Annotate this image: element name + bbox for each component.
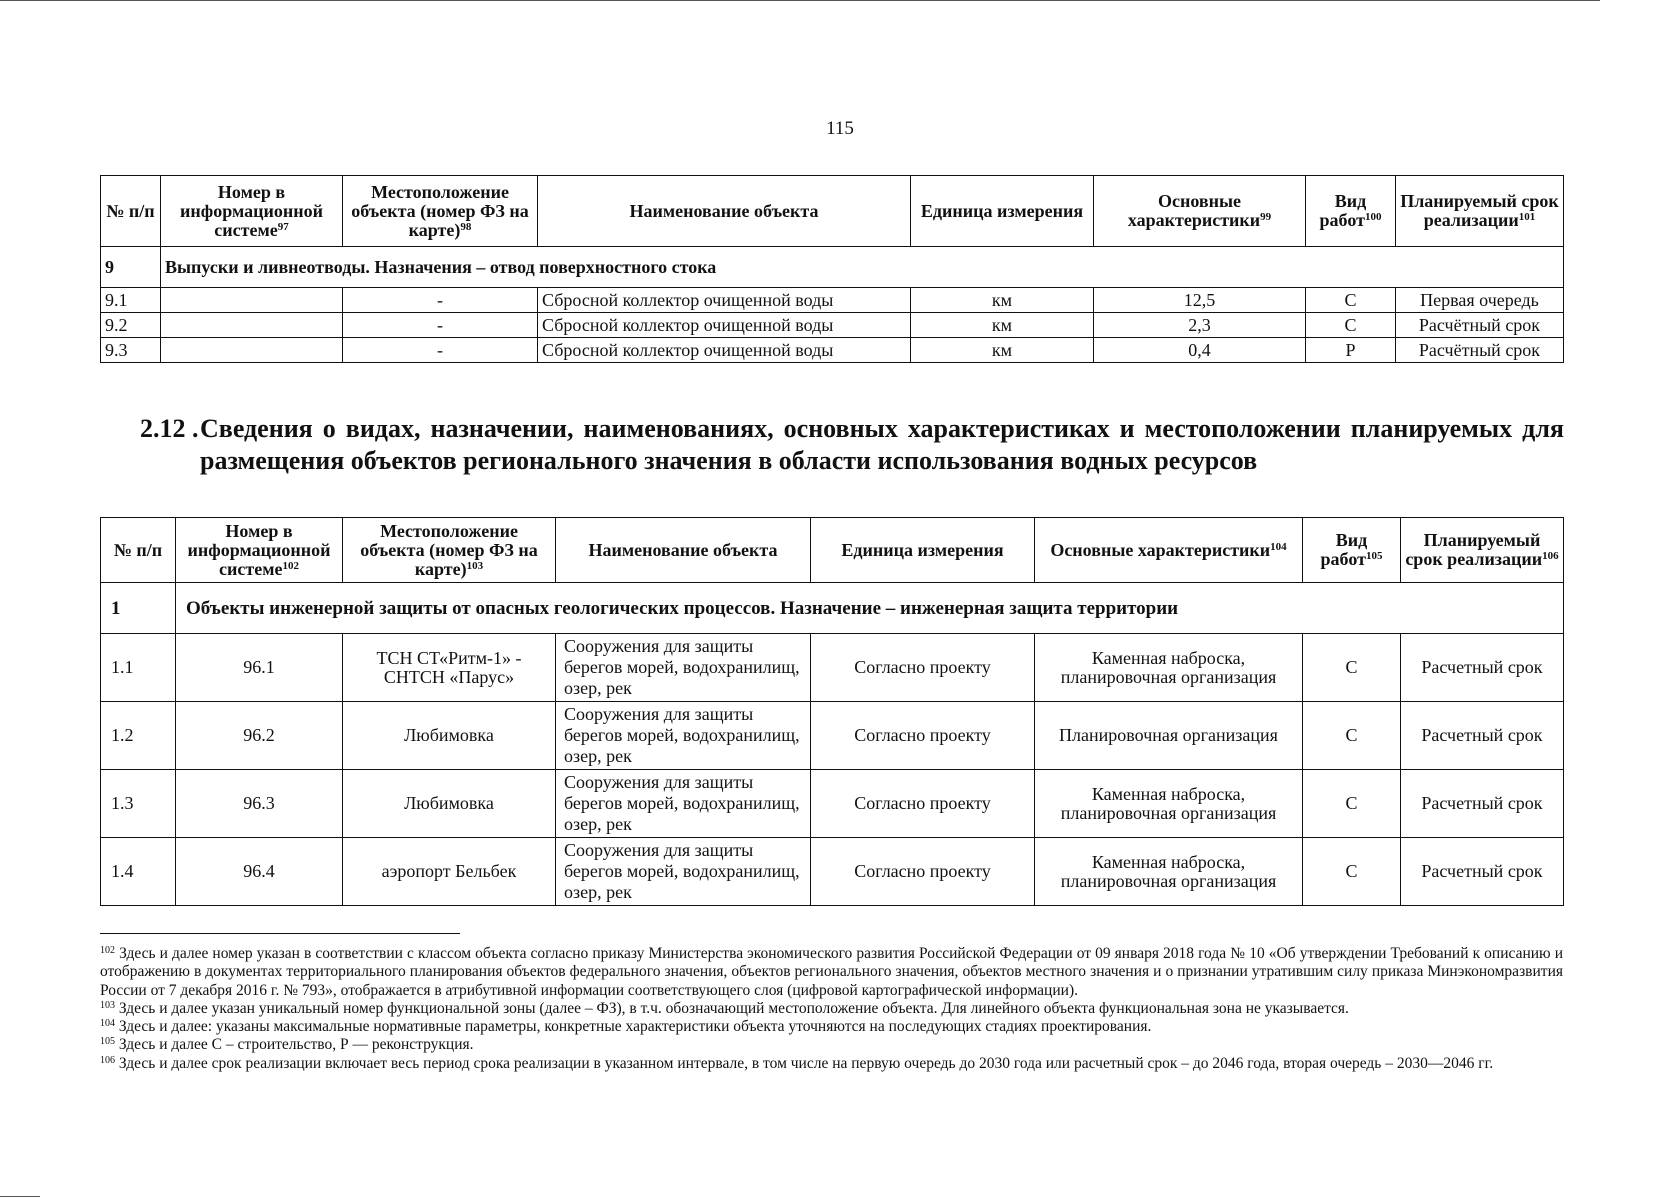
header-unit: Единица измерения [811,518,1035,583]
table-row [101,770,1564,838]
footnote: $^{104}$ Здесь и далее: указаны максимальные нормативные параметры, конкретные характеристики объекта уточняются на последующих стадиях проектирования. [100,1018,1152,1036]
header-location: Местоположение объекта (номер ФЗ на карте)$^{98}$ [343,176,538,247]
cell-work-type: С [1303,770,1401,838]
cell-period: Расчетный срок [1401,634,1564,702]
header-characteristics: Основные характеристики$^{99}$ [1094,176,1306,247]
cell-name: Сооружения для защиты берегов морей, водохранилищ, озер, рек [556,838,811,906]
cell-num: 1.2 [101,702,176,770]
header-unit: Единица измерения [911,176,1094,247]
header-work-type: Вид работ$^{100}$ [1306,176,1396,247]
cell-unit: км [911,313,1094,338]
header-num: № п/п [101,176,161,247]
cell-characteristics: Планировочная организация [1035,702,1303,770]
cell-characteristics: Каменная наброска, планировочная организация [1035,838,1303,906]
cell-unit: Согласно проекту [811,838,1035,906]
cell-info [161,313,343,338]
cell-work-type: С [1303,634,1401,702]
cell-period: Расчётный срок [1396,338,1564,363]
cell-info [161,288,343,313]
cell-info: 96.2 [176,702,343,770]
cell-location: - [343,288,538,313]
cell-num: 9.1 [101,288,161,313]
table-row [101,313,1564,338]
scan-edge-bottom-left [0,1196,40,1197]
group-title: Выпуски и ливнеотводы. Назначения – отвод поверхностного стока [161,247,1564,288]
cell-location: аэропорт Бельбек [343,838,556,906]
cell-characteristics: 12,5 [1094,288,1306,313]
cell-unit: Согласно проекту [811,634,1035,702]
cell-num: 1.3 [101,770,176,838]
cell-period: Первая очередь [1396,288,1564,313]
footnote: $^{106}$ Здесь и далее срок реализации включает весь период срока реализации в указанном интервале, в том числе на первую очередь до 2030 года или расчетный срок – до 2046 года, вторая очередь – 2030—2046 гг. [100,1054,1494,1072]
table-row [101,634,1564,702]
header-work-type: Вид работ$^{105}$ [1303,518,1401,583]
table-group-row [101,583,1564,634]
table-group-row [101,247,1564,288]
cell-name: Сбросной коллектор очищенной воды [538,288,911,313]
header-info-system: Номер в информационной системе$^{97}$ [161,176,343,247]
table-row [101,702,1564,770]
footnotes [100,945,1563,1073]
cell-work-type: С [1306,313,1396,338]
group-num: 9 [101,247,161,288]
cell-num: 1.4 [101,838,176,906]
cell-location: Любимовка [343,702,556,770]
table-row [101,338,1564,363]
header-period: Планируемый срок реализации$^{101}$ [1396,176,1564,247]
cell-num: 9.2 [101,313,161,338]
section-number: 2.12 . [140,414,199,443]
cell-name: Сбросной коллектор очищенной воды [538,313,911,338]
header-period: Планируемый срок реализации$^{106}$ [1401,518,1564,583]
cell-period: Расчетный срок [1401,770,1564,838]
cell-info: 96.4 [176,838,343,906]
cell-location: ТСН СТ«Ритм-1» - СНТСН «Парус» [343,634,556,702]
header-location: Местоположение объекта (номер ФЗ на карте)$^{103}$ [343,518,556,583]
table-row [101,288,1564,313]
table-regional-water-objects [100,517,1564,906]
footnote: $^{105}$ Здесь и далее С – строительство, Р — реконструкция. [100,1036,474,1054]
footnote: $^{102}$ Здесь и далее номер указан в соответствии с классом объекта согласно приказу Министерства экономического развития Российской Федерации от 09 января 2018 года № 10 «Об утверждении Требований к описанию и отображению в документах территориального планирования объектов федерального значения, объектов регионального значения, объектов местного значения и о признании утратившим силу приказа Минэкономразвития России от 7 декабря 2016 г. № 793», отображается в атрибутивной информации соответствующего слоя (цифровой картографической информации). [100,945,1563,999]
cell-info: 96.3 [176,770,343,838]
cell-location: Любимовка [343,770,556,838]
header-num: № п/п [101,518,176,583]
cell-period: Расчётный срок [1396,313,1564,338]
header-info-system: Номер в информационной системе$^{102}$ [176,518,343,583]
cell-name: Сооружения для защиты берегов морей, водохранилищ, озер, рек [556,634,811,702]
table-water-outlets [100,175,1564,363]
cell-characteristics: Каменная наброска, планировочная организация [1035,634,1303,702]
section-title: Сведения о видах, назначении, наименованиях, основных характеристиках и местоположении планируемых для размещения объектов регионального значения в области использования водных ресурсов [200,414,1564,475]
cell-info [161,338,343,363]
cell-name: Сооружения для защиты берегов морей, водохранилищ, озер, рек [556,770,811,838]
table-header-row [101,176,1564,247]
cell-name: Сооружения для защиты берегов морей, водохранилищ, озер, рек [556,702,811,770]
cell-period: Расчетный срок [1401,838,1564,906]
cell-location: - [343,338,538,363]
cell-work-type: С [1303,838,1401,906]
cell-unit: км [911,288,1094,313]
scan-edge-top [0,0,1600,1]
cell-characteristics: 2,3 [1094,313,1306,338]
page-number: 115 [826,118,854,139]
header-name: Наименование объекта [538,176,911,247]
footnote: $^{103}$ Здесь и далее указан уникальный номер функциональной зоны (далее – ФЗ), в т.ч. обозначающий местоположение объекта. Для линейного объекта функциональная зона не указывается. [100,999,1349,1017]
cell-work-type: С [1306,288,1396,313]
footnote-separator [100,933,460,934]
group-num: 1 [101,583,176,634]
table-header-row [101,518,1564,583]
cell-period: Расчетный срок [1401,702,1564,770]
cell-num: 9.3 [101,338,161,363]
group-title: Объекты инженерной защиты от опасных геологических процессов. Назначение – инженерная защита территории [176,583,1564,634]
cell-unit: Согласно проекту [811,702,1035,770]
header-characteristics: Основные характеристики$^{104}$ [1035,518,1303,583]
cell-work-type: С [1303,702,1401,770]
cell-num: 1.1 [101,634,176,702]
header-name: Наименование объекта [556,518,811,583]
cell-characteristics: Каменная наброска, планировочная организация [1035,770,1303,838]
cell-name: Сбросной коллектор очищенной воды [538,338,911,363]
cell-work-type: Р [1306,338,1396,363]
cell-unit: км [911,338,1094,363]
cell-location: - [343,313,538,338]
cell-info: 96.1 [176,634,343,702]
table-row [101,838,1564,906]
cell-unit: Согласно проекту [811,770,1035,838]
section-heading [140,413,1564,477]
cell-characteristics: 0,4 [1094,338,1306,363]
